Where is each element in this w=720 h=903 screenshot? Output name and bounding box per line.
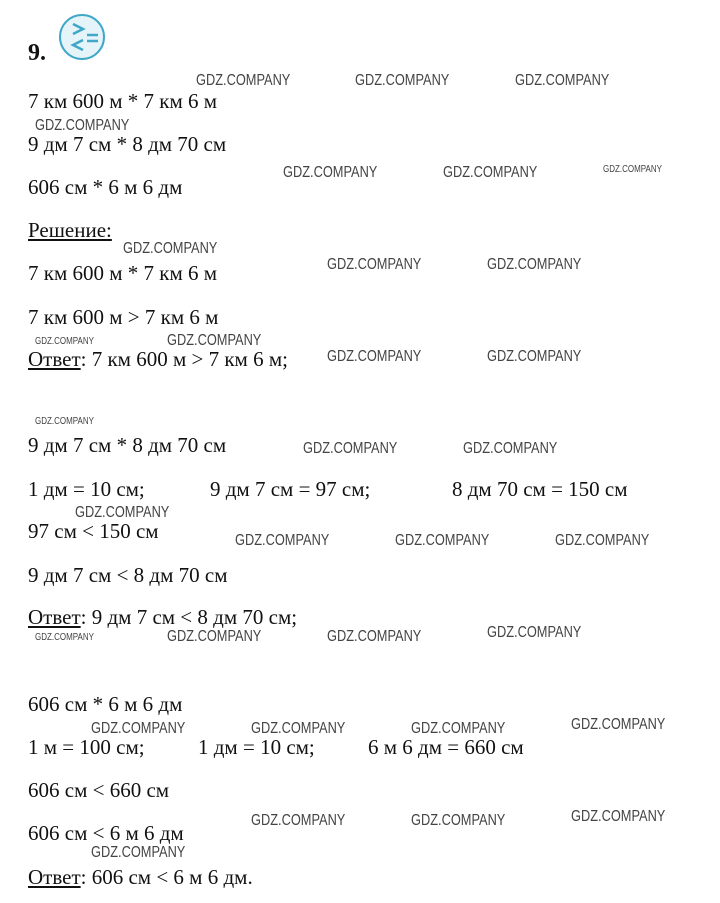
answer-label: Ответ <box>28 865 81 889</box>
watermark: GDZ.COMPANY <box>327 256 422 273</box>
watermark: GDZ.COMPANY <box>303 440 398 457</box>
problem-1: 7 км 600 м * 7 км 6 м <box>28 89 218 113</box>
part2-conversion-2: 9 дм 7 см = 97 см; <box>210 477 371 501</box>
watermark: GDZ.COMPANY <box>411 720 506 737</box>
answer-label: Ответ <box>28 347 81 371</box>
watermark: GDZ.COMPANY <box>251 812 346 829</box>
part2-result: 9 дм 7 см < 8 дм 70 см <box>28 563 228 587</box>
watermark: GDZ.COMPANY <box>463 440 558 457</box>
part3-conversion-3: 6 м 6 дм = 660 см <box>368 735 524 759</box>
part1-problem: 7 км 600 м * 7 км 6 м <box>28 261 218 285</box>
watermark: GDZ.COMPANY <box>571 808 666 825</box>
watermark: GDZ.COMPANY <box>327 348 422 365</box>
part2-step: 97 см < 150 см <box>28 519 159 543</box>
watermark: GDZ.COMPANY <box>35 416 94 427</box>
watermark: GDZ.COMPANY <box>395 532 490 549</box>
compare-signs-icon <box>59 14 105 60</box>
part1-answer <box>28 347 288 371</box>
watermark: GDZ.COMPANY <box>196 72 291 89</box>
answer-text: : 9 дм 7 см < 8 дм 70 см; <box>80 605 298 629</box>
answer-label: Ответ <box>28 605 81 629</box>
part1-result: 7 км 600 м > 7 км 6 м <box>28 305 219 329</box>
watermark: GDZ.COMPANY <box>35 632 94 643</box>
problem-3: 606 см * 6 м 6 дм <box>28 175 183 199</box>
watermark: GDZ.COMPANY <box>123 240 218 257</box>
watermark: GDZ.COMPANY <box>75 504 170 521</box>
part3-conversion-1: 1 м = 100 см; <box>28 735 145 759</box>
part3-step: 606 см < 660 см <box>28 778 170 802</box>
watermark: GDZ.COMPANY <box>167 628 262 645</box>
part2-conversion-1: 1 дм = 10 см; <box>28 477 145 501</box>
watermark: GDZ.COMPANY <box>35 117 130 134</box>
watermark: GDZ.COMPANY <box>487 256 582 273</box>
part3-answer <box>28 865 253 889</box>
watermark: GDZ.COMPANY <box>515 72 610 89</box>
part3-result: 606 см < 6 м 6 дм <box>28 821 184 845</box>
watermark: GDZ.COMPANY <box>167 332 262 349</box>
part2-problem: 9 дм 7 см * 8 дм 70 см <box>28 433 227 457</box>
watermark: GDZ.COMPANY <box>603 164 662 175</box>
watermark: GDZ.COMPANY <box>487 348 582 365</box>
answer-text: : 7 км 600 м > 7 км 6 м; <box>80 347 288 371</box>
watermark: GDZ.COMPANY <box>327 628 422 645</box>
watermark: GDZ.COMPANY <box>355 72 450 89</box>
watermark: GDZ.COMPANY <box>91 844 186 861</box>
part3-conversion-2: 1 дм = 10 см; <box>198 735 315 759</box>
watermark: GDZ.COMPANY <box>235 532 330 549</box>
watermark: GDZ.COMPANY <box>35 336 94 347</box>
watermark: GDZ.COMPANY <box>443 164 538 181</box>
task-number: 9. <box>28 40 46 66</box>
watermark: GDZ.COMPANY <box>487 624 582 641</box>
solution-heading: Решение: <box>28 218 112 242</box>
watermark: GDZ.COMPANY <box>251 720 346 737</box>
watermark: GDZ.COMPANY <box>571 716 666 733</box>
answer-text: : 606 см < 6 м 6 дм. <box>80 865 253 889</box>
part3-problem: 606 см * 6 м 6 дм <box>28 692 183 716</box>
watermark: GDZ.COMPANY <box>411 812 506 829</box>
watermark: GDZ.COMPANY <box>91 720 186 737</box>
watermark: GDZ.COMPANY <box>283 164 378 181</box>
part2-conversion-3: 8 дм 70 см = 150 см <box>452 477 628 501</box>
watermark: GDZ.COMPANY <box>555 532 650 549</box>
problem-2: 9 дм 7 см * 8 дм 70 см <box>28 132 227 156</box>
part2-answer <box>28 605 297 629</box>
